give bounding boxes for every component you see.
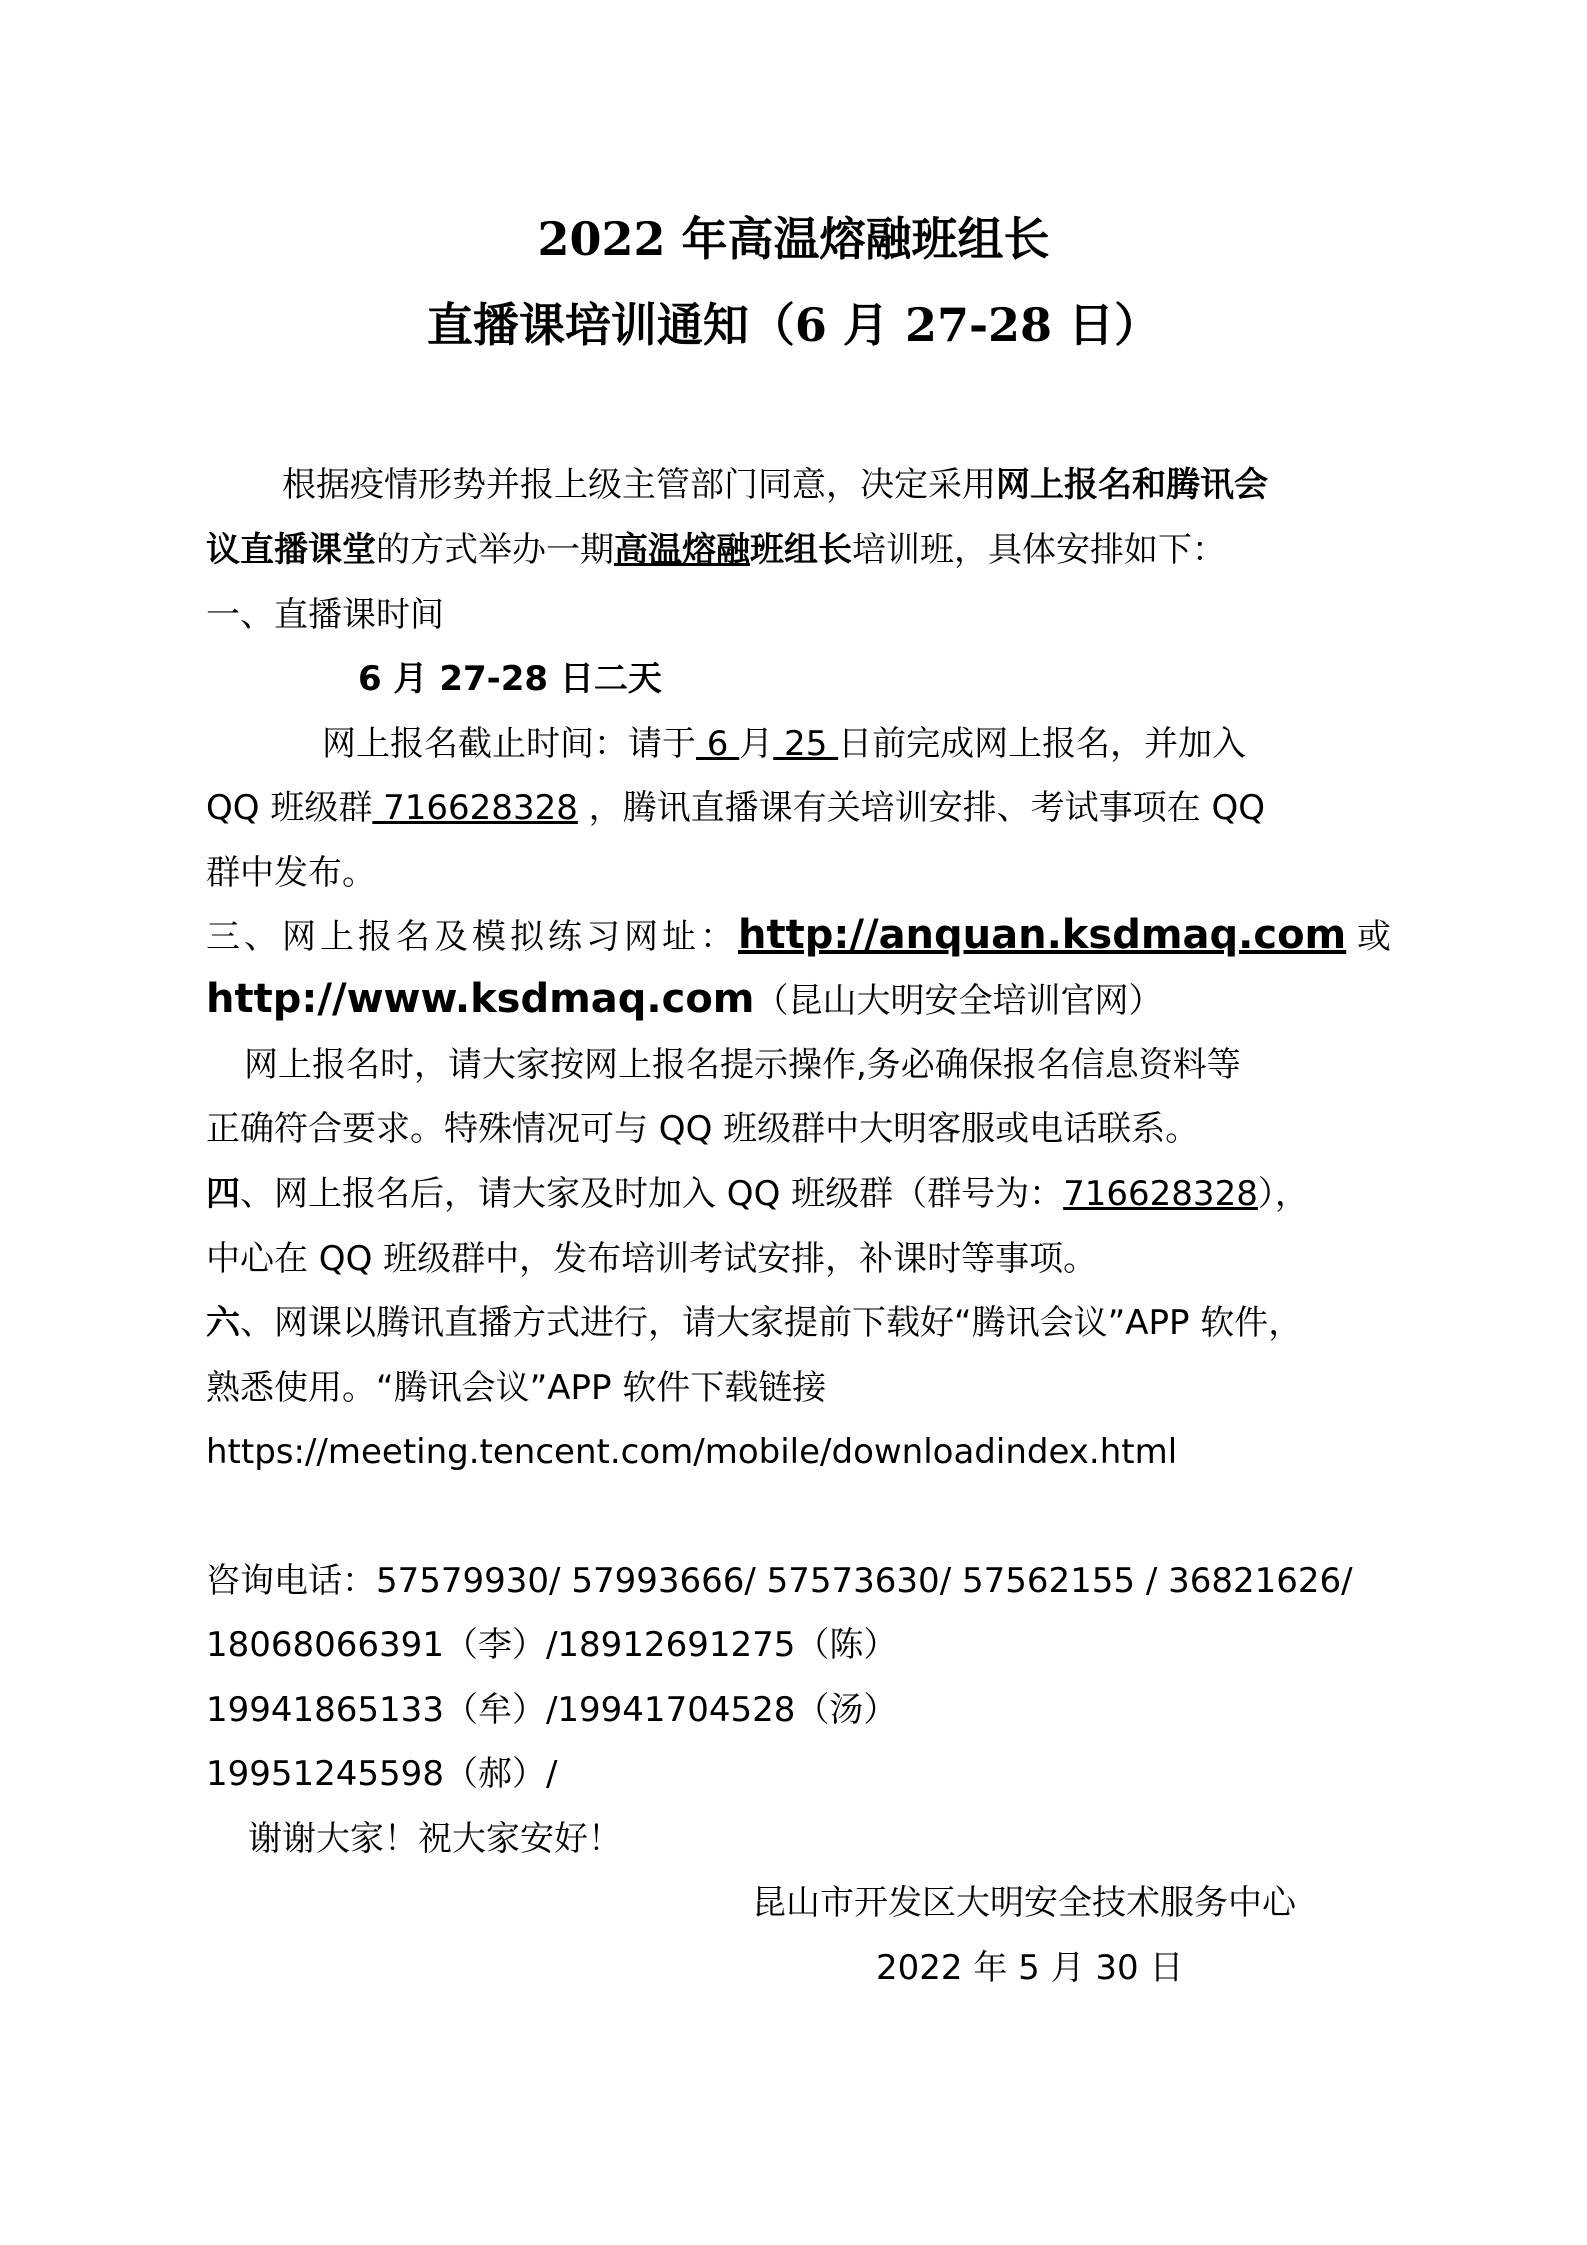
- section-6-number: 六: [206, 1303, 240, 1343]
- tencent-meeting-download-link[interactable]: https://meeting.tencent.com/mobile/downloadindex.html: [206, 1432, 1178, 1472]
- section-4-line-2: 中心在 QQ 班级群中，发布培训考试安排，补课时等事项。: [206, 1239, 1098, 1279]
- official-site-note: （昆山大明安全培训官网）: [754, 981, 1163, 1021]
- intro-text: 培训班，具体安排如下：: [852, 530, 1226, 570]
- deadline-line: [322, 722, 1502, 766]
- intro-line-2: [206, 528, 1386, 572]
- section-6-line-1: [206, 1301, 1386, 1345]
- contact-phones-line-2: 18068066391（李）/18912691275（陈）: [206, 1625, 898, 1665]
- qq-group-text: ，腾讯直播课有关培训安排、考试事项在 QQ: [577, 788, 1265, 828]
- deadline-text: 网上报名截止时间：请于: [322, 724, 696, 764]
- qq-group-text: QQ 班级群: [206, 788, 373, 828]
- deadline-month: 6: [696, 724, 740, 764]
- intro-bold-text: 议直播课堂: [206, 530, 376, 570]
- contact-phones-line-4: 19951245598（郝）/: [206, 1754, 558, 1794]
- training-url-link[interactable]: http://anquan.ksdmaq.com: [738, 912, 1347, 958]
- section-3-heading-line: [206, 912, 1392, 959]
- section-4-text: 、网上报名后，请大家及时加入 QQ 班级群（群号为：: [240, 1174, 1064, 1214]
- intro-text: 根据疫情形势并报上级主管部门同意，决定采用: [282, 465, 996, 505]
- qq-group-line: [206, 786, 1386, 830]
- contact-phones-line-1: 咨询电话：57579930/ 57993666/ 57573630/ 57562155 / 36821626/: [206, 1561, 1353, 1601]
- section-1-heading: 一、直播课时间: [206, 595, 444, 635]
- or-text: 或: [1346, 917, 1392, 957]
- registration-note-1: 网上报名时，请大家按网上报名提示操作,务必确保报名信息资料等: [244, 1045, 1241, 1085]
- title-line-2: 直播课培训通知（6 月 27-28 日）: [426, 298, 1161, 352]
- title-line-1: 2022 年高温熔融班组长: [537, 212, 1050, 266]
- section-4-number: 四: [206, 1174, 240, 1214]
- deadline-text: 日前完成网上报名，并加入: [838, 724, 1247, 764]
- qq-group-number: 716628328: [1063, 1174, 1258, 1214]
- section-6-text: 、网课以腾讯直播方式进行，请大家提前下载好“腾讯会议”APP 软件，: [240, 1303, 1303, 1343]
- official-site-link[interactable]: http://www.ksdmaq.com: [206, 976, 755, 1022]
- signature-date: 2022 年 5 月 30 日: [876, 1948, 1184, 1988]
- intro-text: 的方式举办一期: [376, 530, 614, 570]
- deadline-text: 月: [739, 724, 774, 764]
- section-4-text: ），: [1257, 1174, 1309, 1214]
- section-3-heading: 三、网上报名及模拟练习网址：: [206, 917, 738, 957]
- deadline-day: 25: [773, 724, 839, 764]
- qq-group-line-2: 群中发布。: [206, 853, 376, 893]
- section-6-line-2: 熟悉使用。“腾讯会议”APP 软件下载链接: [206, 1368, 827, 1408]
- course-name-underlined: 高温熔融: [614, 530, 750, 570]
- thanks-text: 谢谢大家！祝大家安好！: [248, 1819, 622, 1859]
- registration-note-2: 正确符合要求。特殊情况可与 QQ 班级群中大明客服或电话联系。: [206, 1109, 1200, 1149]
- signature-organization: 昆山市开发区大明安全技术服务中心: [752, 1883, 1296, 1923]
- course-name-rest: 班组长: [750, 530, 852, 570]
- official-site-line: [206, 977, 1386, 1023]
- contact-phones-line-3: 19941865133（牟）/19941704528（汤）: [206, 1690, 898, 1730]
- course-dates: 6 月 27-28 日二天: [358, 659, 662, 699]
- intro-bold-text: 网上报名和腾讯会: [996, 465, 1268, 505]
- qq-group-number: 716628328: [372, 788, 578, 828]
- section-4-line-1: [206, 1172, 1386, 1216]
- intro-line-1: [282, 463, 1462, 507]
